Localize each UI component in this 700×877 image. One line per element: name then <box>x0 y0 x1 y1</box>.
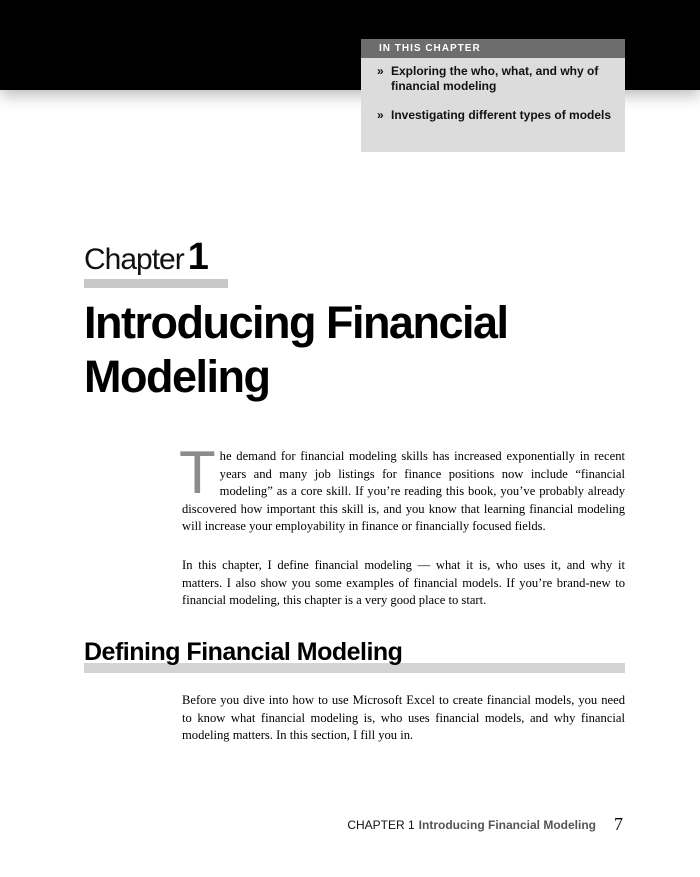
running-footer <box>347 818 596 832</box>
in-this-chapter-box <box>361 39 625 152</box>
page-number: 7 <box>614 814 623 834</box>
footer-chapter-title: Introducing Financial Modeling <box>418 818 596 832</box>
overview-paragraph: In this chapter, I define financial modeling — what it is, who uses it, and why it matters. I also show you some examples of financial models. If you’re brand-new to financial modeling, this chapter is a very good place to start. <box>182 558 625 608</box>
chapter-label <box>84 236 209 279</box>
in-this-chapter-list <box>361 58 625 123</box>
list-item-text: Investigating different types of models <box>391 108 612 122</box>
intro-paragraph-text: he demand for financial modeling skills has increased exponentially in recent years and many job listings for finance positions now include “financial modeling” as a core skill. If you’re reading this book, you’ve probably already discovered how important this skill is, and you know that learning financial modeling will increase your employability in finance or financially focused fields. <box>182 449 625 534</box>
double-chevron-icon: » <box>377 64 384 78</box>
double-chevron-icon: » <box>377 108 384 122</box>
chapter-number: 1 <box>187 236 209 278</box>
section-heading: Defining Financial Modeling <box>84 638 403 666</box>
chapter-title: Introducing Financial Modeling <box>84 297 508 402</box>
list-item-text: Exploring the who, what, and why of financial modeling <box>391 64 599 93</box>
chapter-word: Chapter <box>84 243 184 276</box>
chapter-underline <box>84 279 228 288</box>
in-this-chapter-heading: IN THIS CHAPTER <box>361 39 625 58</box>
drop-cap: T <box>179 439 216 506</box>
list-item <box>377 108 615 123</box>
intro-paragraph <box>179 439 625 536</box>
section-paragraph: Before you dive into how to use Microsoft Excel to create financial models, you need to know what financial modeling is, who uses financial models, and why financial modeling matters. In this section, I fill you in. <box>182 693 625 743</box>
list-item <box>377 64 615 94</box>
footer-chapter-label: CHAPTER 1 <box>347 818 415 832</box>
